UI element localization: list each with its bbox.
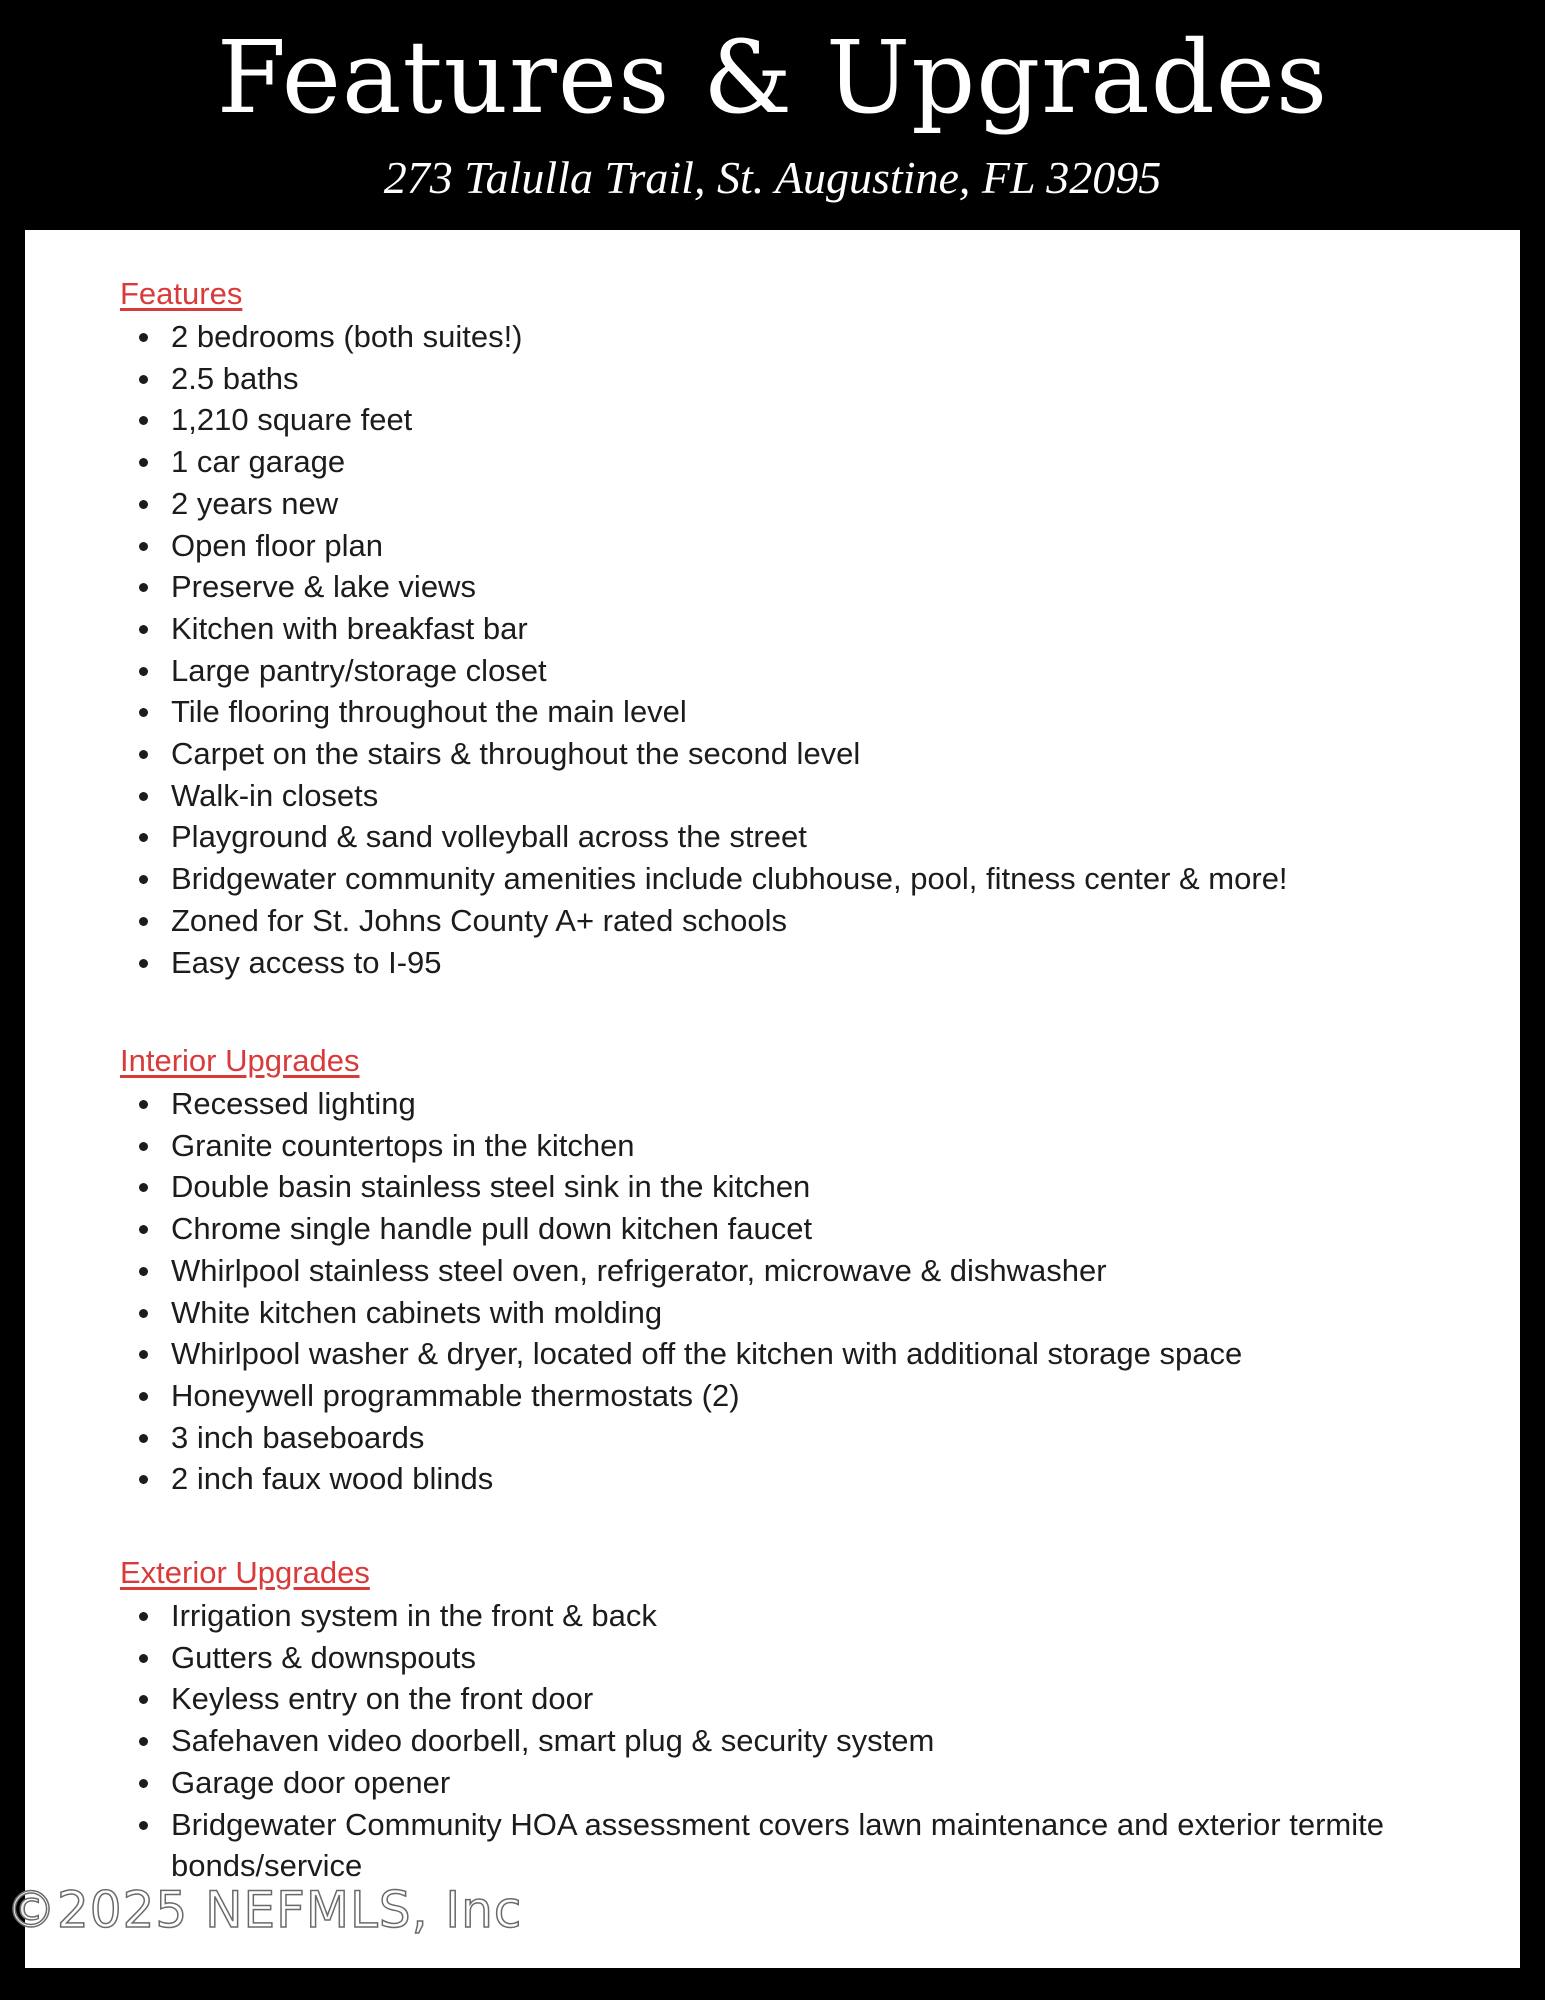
list-item	[120, 1595, 1480, 1637]
list-item	[120, 525, 1480, 567]
list-item-text: 1 car garage	[171, 444, 346, 480]
list-item-text: 2 bedrooms (both suites!)	[171, 319, 523, 354]
list-item	[120, 691, 1480, 733]
list-item-text: Preserve & lake views	[171, 569, 476, 605]
list-item	[120, 1417, 1480, 1459]
bullet-icon	[139, 333, 148, 342]
list-item	[120, 1375, 1480, 1417]
exterior-upgrades-section	[120, 1553, 1480, 1887]
bullet-icon	[139, 792, 148, 801]
list-item-text: Honeywell programmable thermostats (2)	[171, 1377, 740, 1413]
list-item-text: Keyless entry on the front door	[171, 1681, 594, 1717]
interior-upgrades-section	[120, 1041, 1480, 1500]
list-item	[120, 399, 1480, 441]
bullet-icon	[139, 458, 148, 467]
list-item	[120, 1804, 1480, 1887]
list-item-text: Carpet on the stairs & throughout the second level	[171, 736, 861, 772]
list-item	[120, 1292, 1480, 1334]
bullet-icon	[139, 1737, 148, 1746]
list-item	[120, 1166, 1480, 1208]
bullet-icon	[139, 1475, 148, 1484]
bullet-icon	[139, 416, 148, 425]
content-card	[25, 230, 1520, 1968]
features-heading: Features	[120, 276, 243, 311]
list-item-text: Tile flooring throughout the main level	[171, 694, 687, 730]
list-item-text: Gutters & downspouts	[171, 1639, 476, 1675]
list-item	[120, 608, 1480, 650]
bullet-icon	[139, 1654, 148, 1663]
list-item-text: Safehaven video doorbell, smart plug & security system	[171, 1723, 935, 1759]
bullet-icon	[139, 1695, 148, 1704]
list-item	[120, 1208, 1480, 1250]
list-item-text: Double basin stainless steel sink in the kitchen	[171, 1169, 811, 1205]
list-item-text: Granite countertops in the kitchen	[171, 1127, 635, 1163]
bullet-icon	[139, 833, 148, 842]
list-item	[120, 942, 1480, 984]
list-item	[120, 1637, 1480, 1679]
list-item-text: Large pantry/storage closet	[171, 652, 547, 688]
bullet-icon	[139, 750, 148, 759]
list-item	[120, 1458, 1480, 1500]
list-item-text: Recessed lighting	[171, 1086, 416, 1121]
list-item-text: Easy access to I-95	[171, 944, 442, 980]
list-item	[120, 358, 1480, 400]
list-item	[120, 1083, 1480, 1125]
list-item-text: 1,210 square feet	[171, 402, 413, 438]
list-item	[120, 775, 1480, 817]
bullet-icon	[139, 1100, 148, 1109]
bullet-icon	[139, 875, 148, 884]
list-item	[120, 1333, 1480, 1375]
exterior-upgrades-heading: Exterior Upgrades	[120, 1555, 370, 1590]
bullet-icon	[139, 1309, 148, 1318]
list-item	[120, 1250, 1480, 1292]
bullet-icon	[139, 667, 148, 676]
interior-upgrades-list	[120, 1083, 1480, 1500]
bullet-icon	[139, 1225, 148, 1234]
features-list	[120, 316, 1480, 983]
list-item-text: Chrome single handle pull down kitchen faucet	[171, 1211, 813, 1247]
list-item-text: 3 inch baseboards	[171, 1419, 425, 1455]
list-item	[120, 900, 1480, 942]
list-item	[120, 1720, 1480, 1762]
list-item-text: 2 inch faux wood blinds	[171, 1461, 494, 1497]
bullet-icon	[139, 500, 148, 509]
list-item-text: Kitchen with breakfast bar	[171, 610, 528, 646]
bullet-icon	[139, 1183, 148, 1192]
bullet-icon	[139, 1612, 148, 1621]
bullet-icon	[139, 959, 148, 968]
list-item-text: Garage door opener	[171, 1764, 451, 1800]
list-item	[120, 733, 1480, 775]
bullet-icon	[139, 1142, 148, 1151]
list-item-text: 2.5 baths	[171, 360, 299, 396]
bullet-icon	[139, 625, 148, 634]
bullet-icon	[139, 708, 148, 717]
list-item-text: Walk-in closets	[171, 777, 379, 813]
list-item	[120, 316, 1480, 358]
list-item-text: Zoned for St. Johns County A+ rated schools	[171, 902, 788, 938]
bullet-icon	[139, 375, 148, 384]
list-item-text: Bridgewater community amenities include clubhouse, pool, fitness center & more!	[171, 861, 1288, 897]
list-item-text: 2 years new	[171, 485, 339, 521]
list-item-text: Whirlpool stainless steel oven, refrigerator, microwave & dishwasher	[171, 1252, 1107, 1288]
list-item	[120, 858, 1480, 900]
page-title: Features & Upgrades	[216, 19, 1329, 136]
bullet-icon	[139, 1821, 148, 1830]
list-item-text: Irrigation system in the front & back	[171, 1598, 657, 1633]
interior-upgrades-heading: Interior Upgrades	[120, 1043, 360, 1078]
list-item-text: Bridgewater Community HOA assessment covers lawn maintenance and exterior termite bonds/service	[171, 1806, 1384, 1884]
exterior-upgrades-list	[120, 1595, 1480, 1887]
list-item	[120, 483, 1480, 525]
page-header	[0, 0, 1545, 230]
list-item-text: White kitchen cabinets with molding	[171, 1294, 663, 1330]
list-item-text: Open floor plan	[171, 527, 383, 563]
list-item	[120, 816, 1480, 858]
list-item	[120, 1762, 1480, 1804]
bullet-icon	[139, 583, 148, 592]
list-item-text: Whirlpool washer & dryer, located off the kitchen with additional storage space	[171, 1336, 1243, 1372]
list-item	[120, 441, 1480, 483]
list-item-text: Playground & sand volleyball across the street	[171, 819, 807, 855]
bullet-icon	[139, 542, 148, 551]
list-item	[120, 650, 1480, 692]
list-item	[120, 566, 1480, 608]
bullet-icon	[139, 1392, 148, 1401]
copyright-watermark: ©2025 NEFMLS, Inc	[6, 1881, 523, 1939]
property-address: 273 Talulla Trail, St. Augustine, FL 32095	[383, 152, 1162, 203]
bullet-icon	[139, 1350, 148, 1359]
bullet-icon	[139, 1267, 148, 1276]
features-section	[120, 274, 1480, 983]
bullet-icon	[139, 917, 148, 926]
bullet-icon	[139, 1434, 148, 1443]
list-item	[120, 1678, 1480, 1720]
bullet-icon	[139, 1779, 148, 1788]
list-item	[120, 1125, 1480, 1167]
